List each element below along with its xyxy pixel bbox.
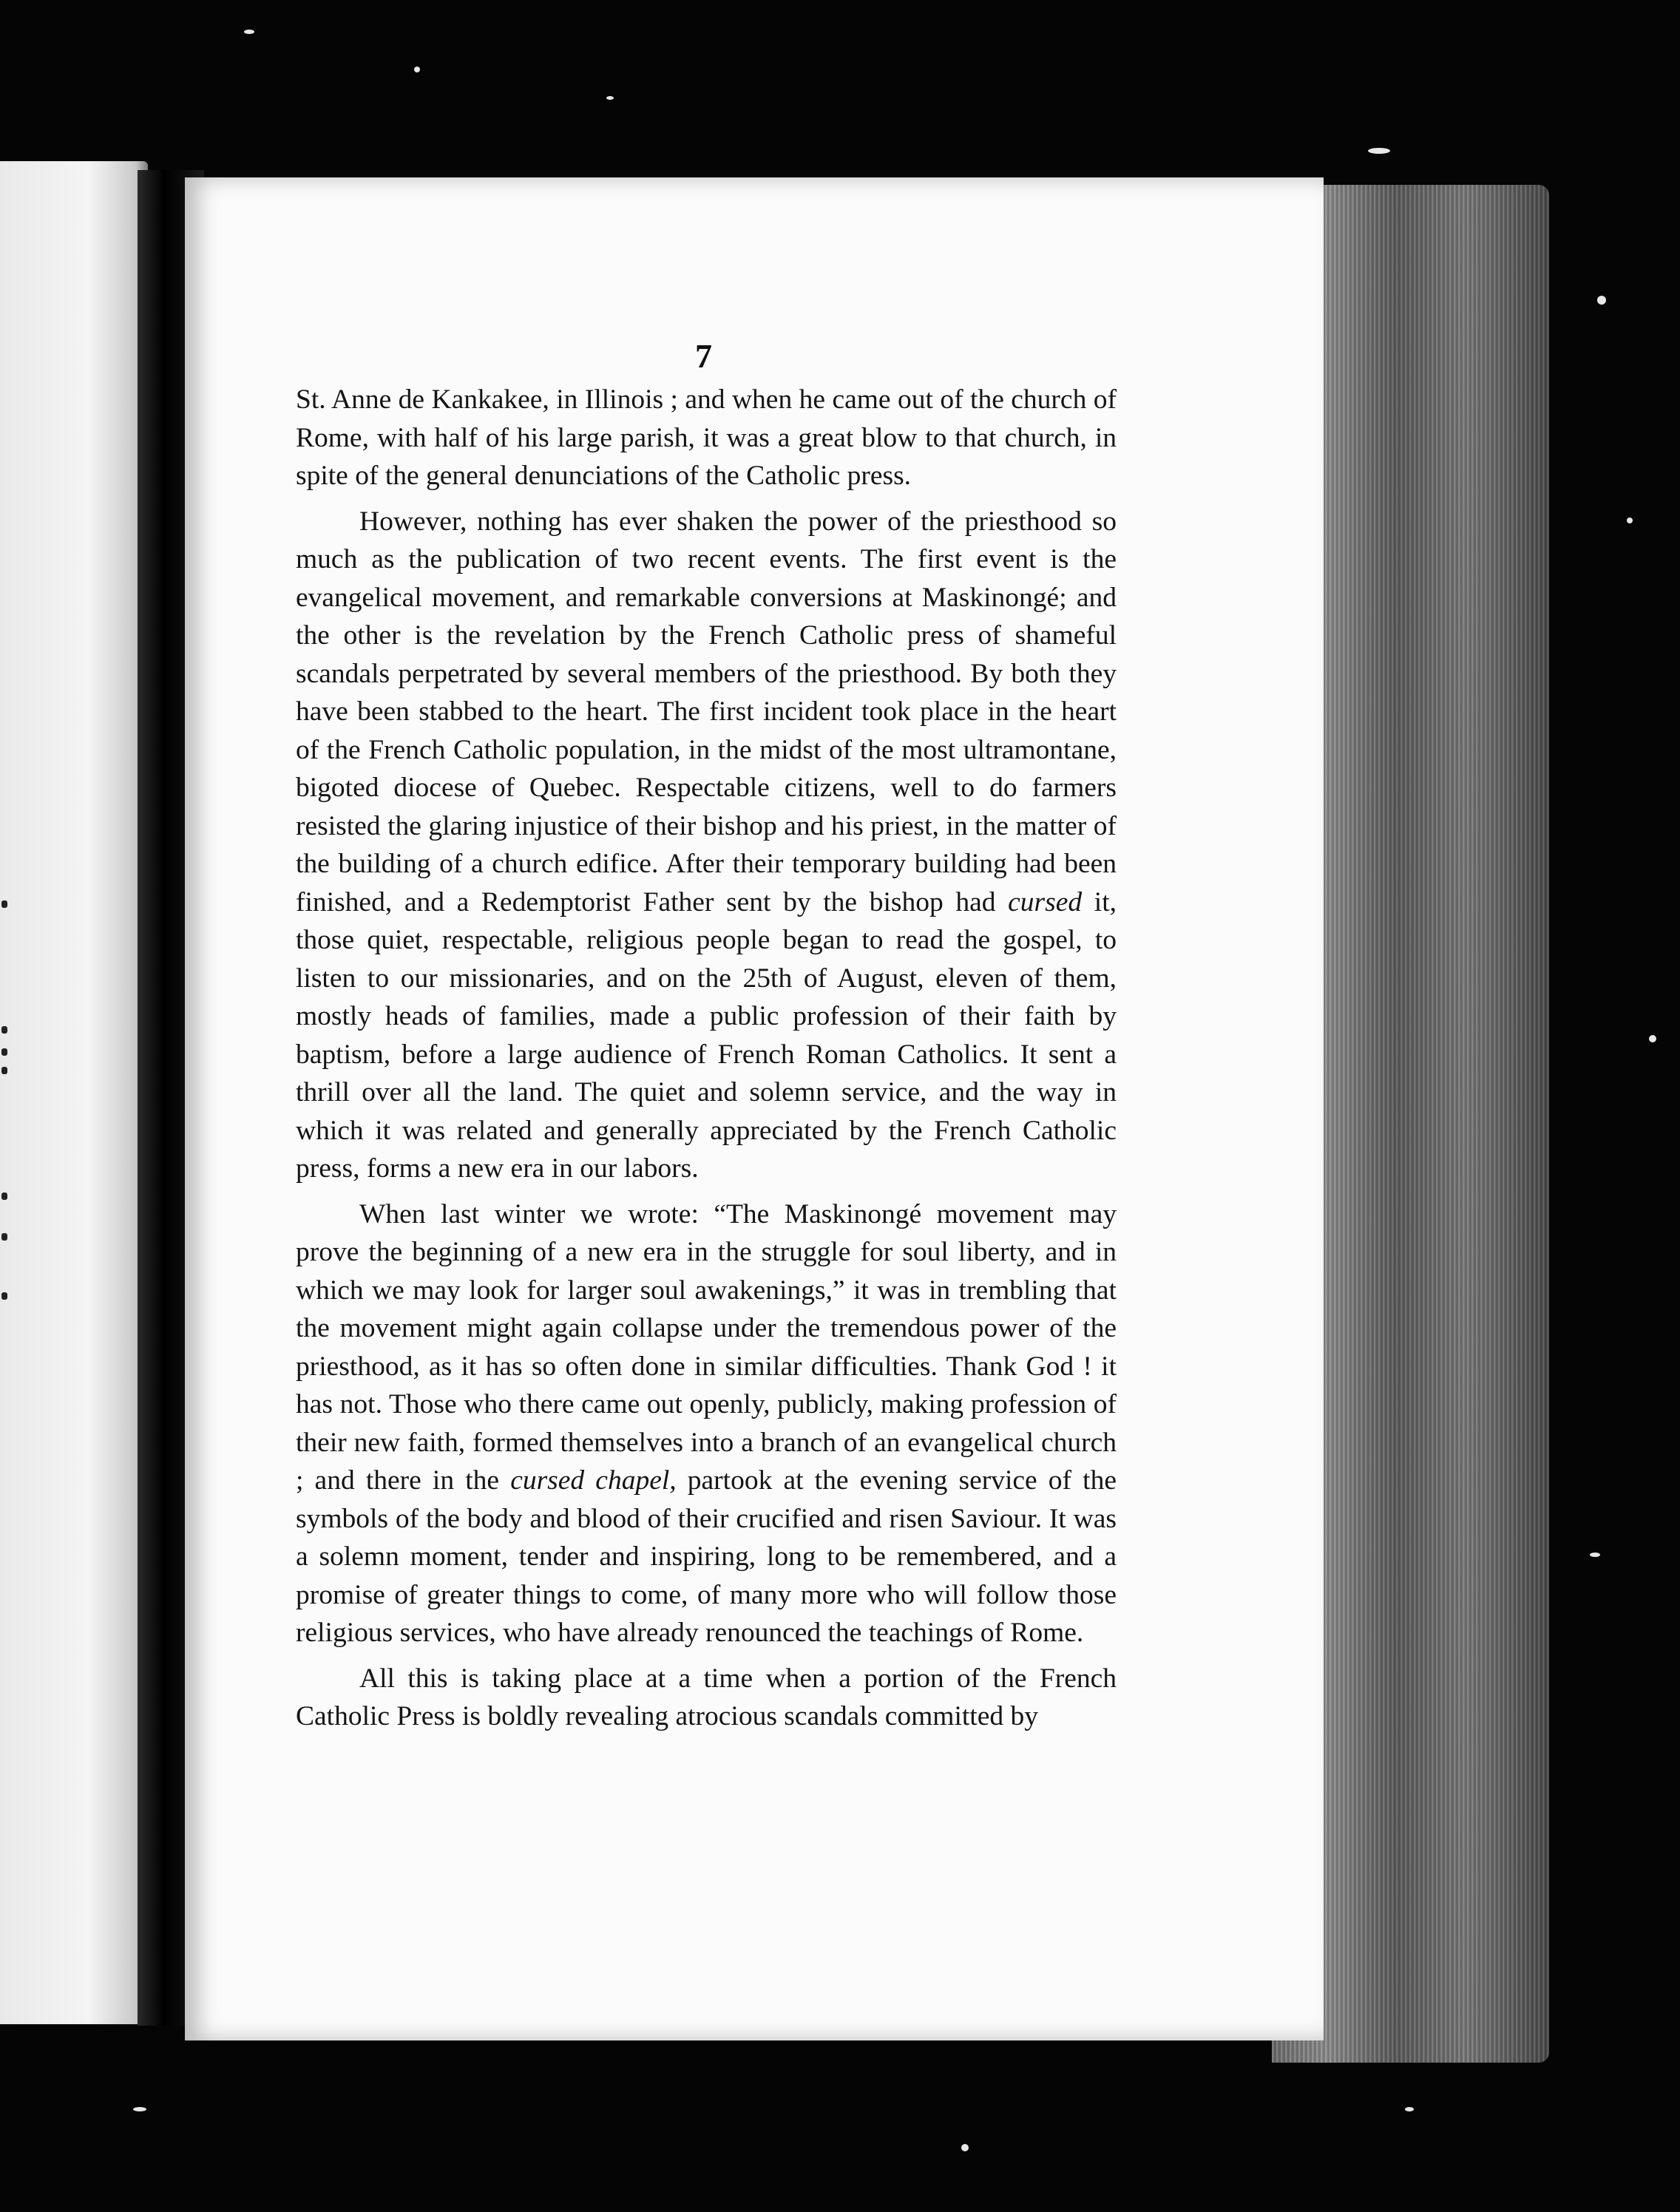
dust-speck bbox=[1368, 148, 1390, 154]
paragraph bbox=[296, 381, 1117, 495]
dust-speck bbox=[961, 2144, 969, 2151]
paragraph bbox=[296, 1660, 1117, 1736]
page-number: 7 bbox=[695, 337, 712, 375]
text-segment: All this is taking place at a time when a portion of the French Catholic Press is boldly revealing atrocious scandals committed by bbox=[296, 1663, 1117, 1731]
left-facing-page bbox=[0, 161, 148, 2024]
dust-speck bbox=[414, 67, 420, 72]
dust-speck bbox=[1590, 1553, 1600, 1557]
text-segment: St. Anne de Kankakee, in Illinois ; and when he came out of the church of Rome, with half of his large parish, it was a great blow to that church, in spite of the general denunciations of the Catholic press. bbox=[296, 384, 1117, 491]
dust-speck bbox=[1597, 296, 1606, 305]
paragraph bbox=[296, 503, 1117, 1188]
page-body-text bbox=[296, 381, 1117, 1736]
text-segment: partook at the evening service of the symbols of the body and blood of their crucified and risen Saviour. It was a solemn moment, tender and inspiring, long to be remembered, and a promise of greater things to come, of many more who will follow those religious services, who have already renounced the teachings of Rome. bbox=[296, 1465, 1117, 1648]
dust-speck bbox=[133, 2107, 146, 2111]
dust-speck bbox=[1627, 518, 1633, 523]
dust-speck bbox=[1405, 2107, 1414, 2111]
paragraph bbox=[296, 1195, 1117, 1652]
italic-text: cursed chapel, bbox=[510, 1465, 677, 1496]
text-segment: it, those quiet, respectable, religious people began to read the gospel, to listen to our missionaries, and on the 25th of August, eleven of them, mostly heads of families, made a public profession of their faith by baptism, before a large audience of French Roman Catholics. It sent a thrill over all the land. The quiet and solemn service, and the way in which it was related and generally appreciated by the French Catholic press, forms a new era in our labors. bbox=[296, 886, 1117, 1184]
text-segment: However, nothing has ever shaken the power of the priesthood so much as the publication of two recent events. The first event is the evangelical movement, and remarkable conversions at Maskinongé; and the other is the revelation by the French Catholic press of shameful scandals perpetrated by several members of the priesthood. By both they have been stabbed to the heart. The first incident took place in the heart of the French Catholic population, in the midst of the most ultramontane, bigoted diocese of Quebec. Respectable citizens, well to do farmers resisted the glaring injustice of their bishop and his priest, in the matter of the building of a church edifice. After their temporary building had been finished, and a Redemptorist Father sent by the bishop had bbox=[296, 506, 1117, 917]
text-segment: When last winter we wrote: “The Maskinongé movement may prove the beginning of a new era in the struggle for soul liberty, and in which we may look for larger soul awakenings,” it was in trembling that the movement might again collapse under the tremendous power of the priesthood, as it has so often done in similar difficulties. Thank God ! it has not. Those who there came out openly, publicly, making profession of their new faith, formed themselves into a branch of an evangelical church ; and there in the bbox=[296, 1198, 1117, 1496]
italic-text: cursed bbox=[1008, 886, 1083, 917]
dust-speck bbox=[606, 96, 614, 100]
dust-speck bbox=[244, 30, 254, 34]
dust-speck bbox=[1649, 1035, 1656, 1042]
left-page-text-fragments bbox=[0, 900, 10, 1418]
